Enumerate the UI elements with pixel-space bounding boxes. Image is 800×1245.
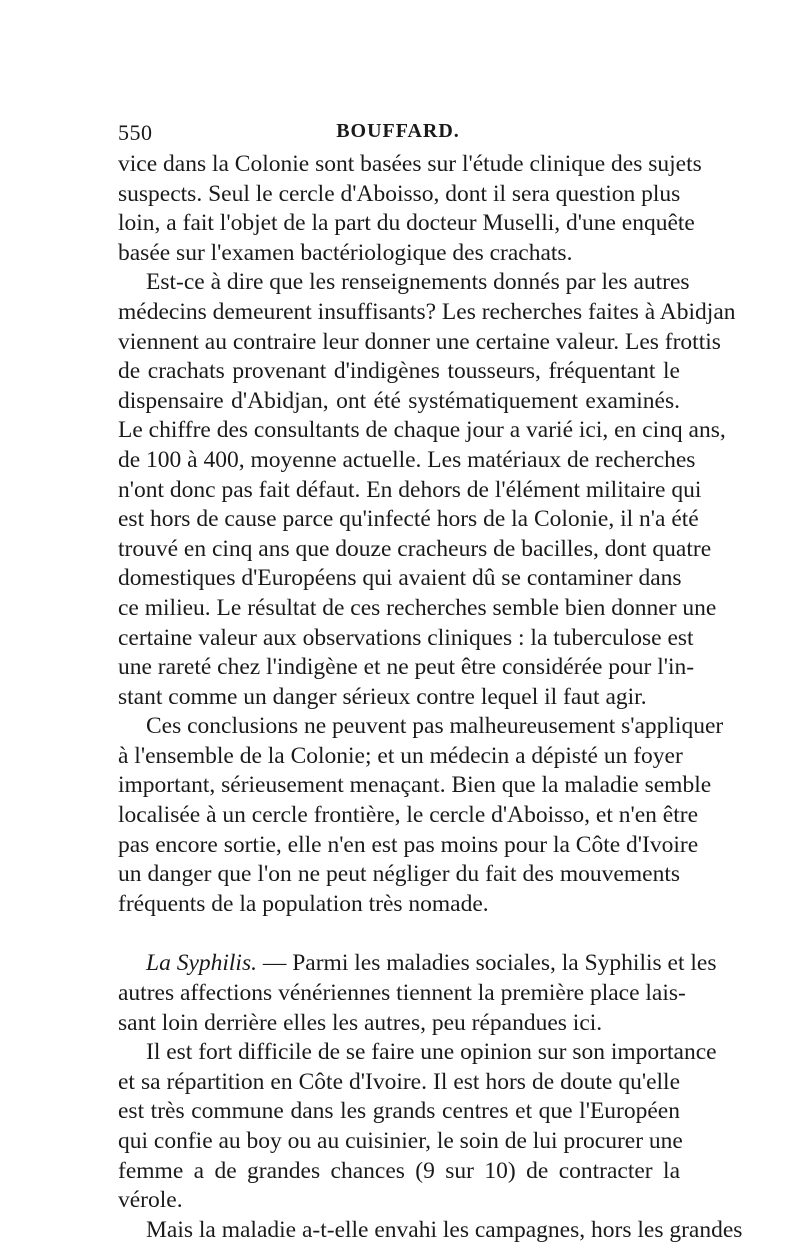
text-line: suspects. Seul le cercle d'Aboisso, dont il sera question plus: [118, 180, 681, 207]
text-line: domestiques d'Européens qui avaient dû se contaminer dans: [118, 565, 682, 592]
running-head: [118, 120, 678, 150]
text-line: Le chiffre des consultants de chaque jour a varié ici, en cinq ans,: [118, 417, 726, 444]
section-heading: La Syphilis.: [146, 950, 257, 977]
text-line: loin, a fait l'objet de la part du docteur Muselli, d'une enquête: [118, 210, 695, 237]
paragraph: [118, 949, 717, 1038]
body-text: [118, 150, 743, 1245]
paragraph: [118, 150, 702, 268]
text-line: à l'ensemble de la Colonie; et un médecin a dépisté un foyer: [118, 742, 683, 769]
text-line: basée sur l'examen bactériologique des crachats.: [118, 239, 573, 266]
text-line: Mais la maladie a-t-elle envahi les campagnes, hors les grandes: [146, 1216, 743, 1243]
running-title: BOUFFARD.: [336, 120, 460, 142]
text-line: pas encore sortie, elle n'en est pas moins pour la Côte d'Ivoire: [118, 831, 699, 858]
text-line: trouvé en cinq ans que douze cracheurs de bacilles, dont quatre: [118, 535, 712, 562]
page-number: 550: [118, 120, 153, 145]
text-line: ce milieu. Le résultat de ces recherches semble bien donner une: [118, 594, 717, 621]
paragraph: [118, 1216, 743, 1245]
text-line: autres affections vénériennes tiennent la première place lais-: [118, 980, 686, 1007]
text-line: une rareté chez l'indigène et ne peut être considérée pour l'in-: [118, 654, 695, 681]
text-line: femme a de grandes chances (9 sur 10) de contracter la: [118, 1157, 680, 1184]
text-line: est très commune dans les grands centres et que l'Européen: [118, 1098, 680, 1125]
text-line: un danger que l'on ne peut négliger du fait des mouvements: [118, 861, 680, 888]
text-line: important, sérieusement menaçant. Bien que la maladie semble: [118, 772, 712, 799]
text-line: certaine valeur aux observations cliniques : la tuberculose est: [118, 624, 694, 651]
text-line: [118, 949, 717, 979]
text-line: de 100 à 400, moyenne actuelle. Les matériaux de recherches: [118, 446, 696, 473]
text-line: et sa répartition en Côte d'Ivoire. Il est hors de doute qu'elle: [118, 1068, 680, 1095]
text-line: Est-ce à dire que les renseignements donnés par les autres: [146, 269, 690, 296]
text-line: sant loin derrière elles les autres, peu répandues ici.: [118, 1009, 603, 1036]
text-line: dispensaire d'Abidjan, ont été systématiquement examinés.: [118, 387, 680, 414]
paragraph: [118, 712, 724, 919]
text-line: n'ont donc pas fait défaut. En dehors de l'élément militaire qui: [118, 476, 702, 503]
text-line: est hors de cause parce qu'infecté hors de la Colonie, il n'a été: [118, 506, 699, 533]
paragraph: [118, 1038, 717, 1216]
text-line: localisée à un cercle frontière, le cercle d'Aboisso, et n'en être: [118, 802, 699, 829]
text-line: stant comme un danger sérieux contre lequel il faut agir.: [118, 683, 647, 710]
text-line: de crachats provenant d'indigènes tousseurs, fréquentant le: [118, 358, 680, 385]
text-line: vice dans la Colonie sont basées sur l'étude clinique des sujets: [118, 151, 702, 177]
text-run: — Parmi les maladies sociales, la Syphilis et les: [256, 950, 717, 977]
text-line: fréquents de la population très nomade.: [118, 890, 489, 917]
text-line: Il est fort difficile de se faire une opinion sur son importance: [146, 1039, 717, 1066]
paragraph: [118, 268, 736, 712]
text-line: viennent au contraire leur donner une certaine valeur. Les frottis: [118, 328, 721, 355]
text-line: médecins demeurent insuffisants? Les recherches faites à Abidjan: [118, 298, 736, 325]
section-spacer: [118, 919, 680, 949]
text-line: Ces conclusions ne peuvent pas malheureusement s'appliquer: [146, 713, 724, 740]
text-line: qui confie au boy ou au cuisinier, le soin de lui procurer une: [118, 1128, 683, 1154]
text-line: vérole.: [118, 1187, 183, 1214]
